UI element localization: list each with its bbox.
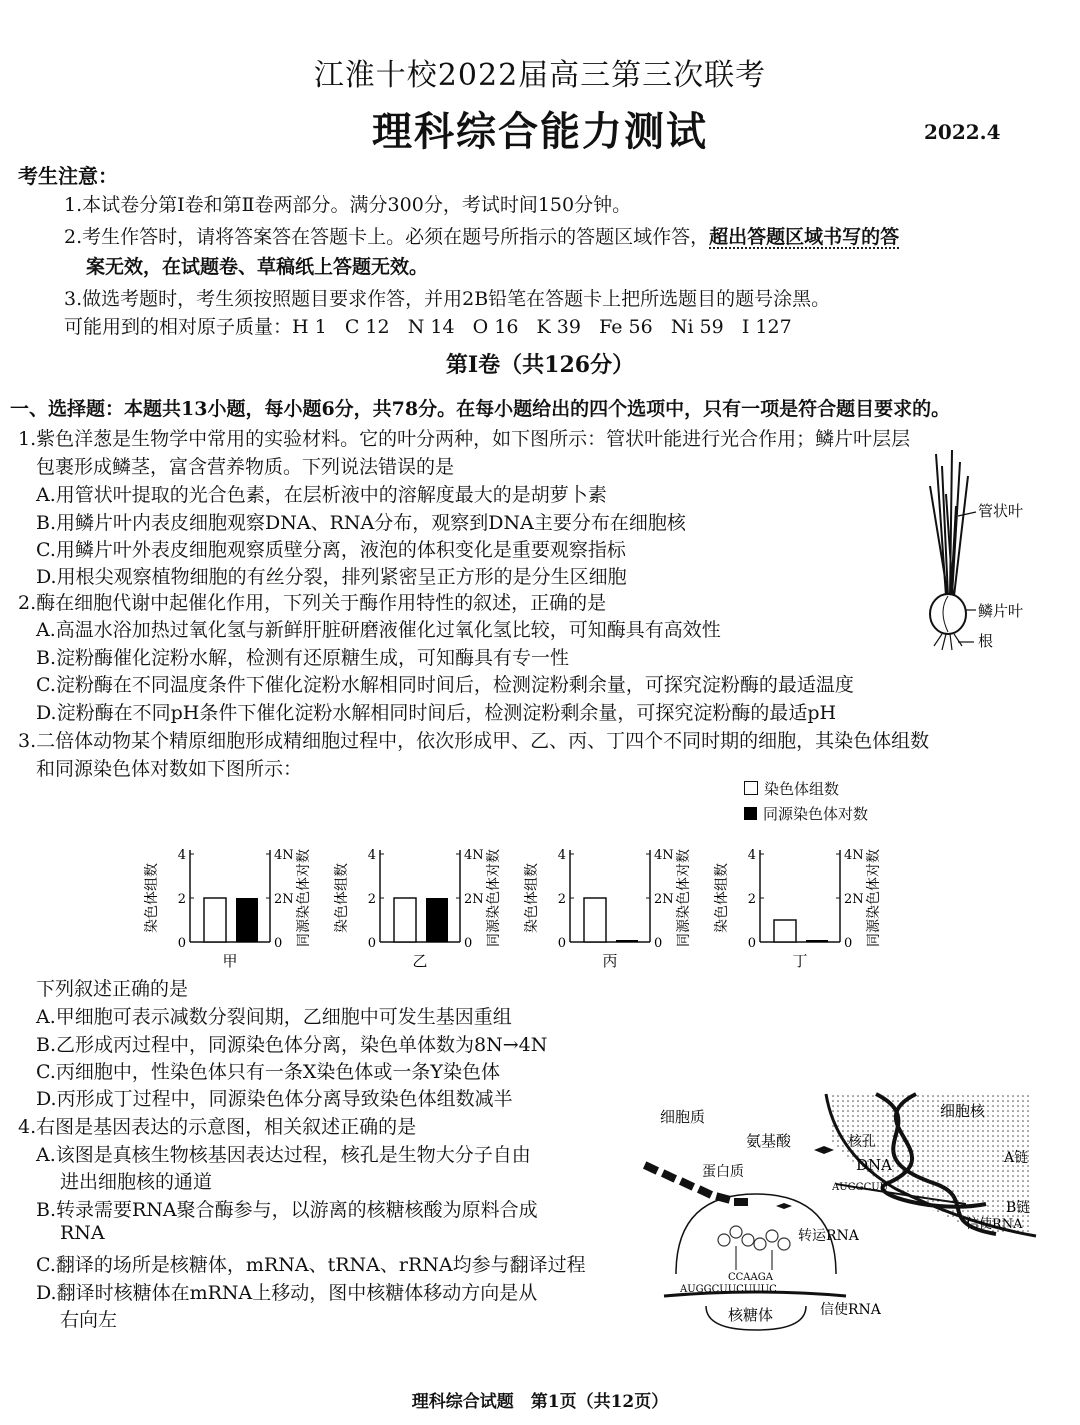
- trna-label: 转运RNA: [798, 1228, 859, 1244]
- y-axis-label-right: 同源染色体对数: [866, 849, 882, 947]
- nuclear-pore-label: 核孔: [848, 1134, 876, 1150]
- q3-stem-line1: 3.二倍体动物某个精原细胞形成精细胞过程中，依次形成甲、乙、丙、丁四个不同时期的细胞，其染色体组数: [18, 730, 930, 752]
- section-heading: 第Ⅰ卷（共126分）: [445, 352, 635, 378]
- amino-acid-label: 氨基酸: [746, 1132, 792, 1150]
- tick-label-left: 0: [747, 936, 756, 951]
- tick-label-right: 4N: [654, 848, 674, 863]
- tick-label-right: 2N: [654, 892, 674, 907]
- bulb-icon: [930, 594, 966, 634]
- exam-date: 2022.4: [924, 120, 1001, 144]
- y-axis-label-left: 染色体组数: [524, 863, 540, 933]
- q4-option-b-line1: B.转录需要RNA聚合酶参与，以游离的核糖核酸为原料合成: [36, 1199, 538, 1221]
- trna-icon: [718, 1226, 790, 1270]
- q1-stem-line2: 包裹形成鳞茎，富含营养物质。下列说法错误的是: [36, 456, 455, 478]
- dna-label: DNA: [856, 1156, 892, 1174]
- tick-label-left: 4: [557, 848, 566, 863]
- tick-label-left: 4: [747, 848, 756, 863]
- q4-option-d-line1: D.翻译时核糖体在mRNA上移动，图中核糖体移动方向是从: [36, 1282, 538, 1304]
- q3-option-a: A.甲细胞可表示减数分裂间期，乙细胞中可发生基因重组: [36, 1006, 512, 1028]
- tick-label-right: 4N: [464, 848, 484, 863]
- bar-homologous-pairs: [236, 898, 258, 942]
- bar-homologous-pairs: [426, 898, 448, 942]
- q2-option-d: D.淀粉酶在不同pH条件下催化淀粉水解相同时间后，检测淀粉剩余量，可探究淀粉酶的最适pH: [36, 702, 837, 724]
- q2-option-a: A.高温水浴加热过氧化氢与新鲜肝脏研磨液催化过氧化氢比较，可知酶具有高效性: [36, 619, 721, 641]
- legend-item-pairs: [744, 803, 868, 824]
- nucleus-label: 细胞核: [940, 1102, 986, 1120]
- section-intro: 一、选择题：本题共13小题，每小题6分，共78分。在每小题给出的四个选项中，只有一项是符合题目要求的。: [10, 398, 951, 420]
- tick-label-left: 2: [367, 892, 376, 907]
- bar-chromosome-groups: [774, 920, 796, 942]
- q3-question: 下列叙述正确的是: [36, 978, 189, 1000]
- bar-chromosome-groups: [394, 898, 416, 942]
- tick-label-left: 0: [367, 936, 376, 951]
- tick-label-right: 4N: [844, 848, 864, 863]
- protein-label: 蛋白质: [702, 1164, 744, 1180]
- category-label: 甲: [222, 952, 238, 970]
- q1-option-c: C.用鳞片叶外表皮细胞观察质壁分离，液泡的体积变化是重要观察指标: [36, 539, 626, 561]
- q3-option-b: B.乙形成丙过程中，同源染色体分离，染色单体数为8N→4N: [36, 1034, 548, 1056]
- q4-option-d-line2: 右向左: [60, 1309, 118, 1331]
- tick-label-right: 2N: [274, 892, 294, 907]
- tick-label-right: 0: [654, 936, 663, 951]
- mrna-label-bottom: 信使RNA: [820, 1302, 881, 1318]
- onion-figure: [908, 446, 1068, 656]
- exam-series-title: 江淮十校2022届高三第三次联考: [313, 58, 767, 93]
- page-footer: 理科综合试题 第1页（共12页）: [411, 1392, 669, 1412]
- scale-leaf-label: 鳞片叶: [978, 602, 1024, 620]
- tick-label-right: 0: [274, 936, 283, 951]
- q3-option-c: C.丙细胞中，性染色体只有一条X染色体或一条Y染色体: [36, 1061, 500, 1083]
- tick-label-right: 2N: [464, 892, 484, 907]
- notice-item-2-text: 2.考生作答时，请将答案答在答题卡上。必须在题号所指示的答题区域作答，: [64, 226, 710, 248]
- bar-chromosome-groups: [204, 898, 226, 942]
- tick-label-left: 2: [177, 892, 186, 907]
- q1-option-a: A.用管状叶提取的光合色素，在层析液中的溶解度最大的是胡萝卜素: [36, 484, 607, 506]
- q1-option-d: D.用根尖观察植物细胞的有丝分裂，排列紧密呈正方形的是分生区细胞: [36, 566, 627, 588]
- mrna-label-top: 信使RNA: [966, 1217, 1023, 1232]
- tick-label-right: 4N: [274, 848, 294, 863]
- q4-option-c: C.翻译的场所是核糖体，mRNA、tRNA、rRNA均参与翻译过程: [36, 1254, 586, 1276]
- bar-homologous-pairs: [806, 940, 828, 942]
- y-axis-label-left: 染色体组数: [714, 863, 730, 933]
- root-label: 根: [978, 632, 994, 650]
- bar-homologous-pairs: [616, 940, 638, 942]
- cytoplasm-label: 细胞质: [660, 1108, 706, 1126]
- gene-expression-figure: [636, 1084, 1076, 1344]
- notice-item-2-cont: 案无效，在试题卷、草稿纸上答题无效。: [86, 256, 429, 278]
- legend-item-groups: [744, 778, 868, 799]
- q3-option-d: D.丙形成丁过程中，同源染色体分离导致染色体组数减半: [36, 1088, 513, 1110]
- q3-stem-line2: 和同源染色体对数如下图所示：: [36, 758, 303, 780]
- mrna-seq-bottom: AUGGCUUCUUUC: [680, 1284, 777, 1295]
- tick-label-left: 4: [177, 848, 186, 863]
- trna-anticodon: CCAAGA: [728, 1272, 773, 1283]
- chain-a-label: A链: [1004, 1150, 1029, 1166]
- q4-stem: 4.右图是基因表达的示意图，相关叙述正确的是: [18, 1116, 417, 1138]
- q2-option-b: B.淀粉酶催化淀粉水解，检测有还原糖生成，可知酶具有专一性: [36, 647, 570, 669]
- category-label: 丁: [792, 952, 808, 970]
- amino-acid-icon: [814, 1146, 834, 1154]
- ribosome-label: 核糖体: [728, 1306, 774, 1324]
- tick-label-left: 0: [557, 936, 566, 951]
- y-axis-label-right: 同源染色体对数: [676, 849, 692, 947]
- y-axis-label-left: 染色体组数: [334, 863, 350, 933]
- q4-option-a-line2: 进出细胞核的通道: [60, 1171, 213, 1193]
- tubular-leaf-label: 管状叶: [978, 502, 1024, 520]
- q1-stem-line1: 1.紫色洋葱是生物学中常用的实验材料。它的叶分两种，如下图所示：管状叶能进行光合作用；鳞片叶层层: [18, 428, 911, 450]
- notice-item-3: 3.做选考题时，考生须按照题目要求作答，并用2B铅笔在答题卡上把所选题目的题号涂黑。: [64, 288, 831, 310]
- notice-item-2: [64, 222, 899, 249]
- chain-b-label: B链: [1006, 1200, 1031, 1216]
- amino-acid-icon-2: [776, 1203, 792, 1209]
- legend-label-pairs: 同源染色体对数: [763, 805, 869, 823]
- mrna-seq-top: AUGGCUU: [832, 1182, 889, 1193]
- notice-heading: 考生注意：: [18, 164, 118, 188]
- legend-label-groups: 染色体组数: [764, 780, 840, 798]
- q4-option-b-line2: RNA: [60, 1222, 105, 1244]
- tick-label-left: 2: [557, 892, 566, 907]
- q1-option-b: B.用鳞片叶内表皮细胞观察DNA、RNA分布，观察到DNA主要分布在细胞核: [36, 512, 686, 534]
- category-label: 乙: [412, 952, 428, 970]
- tick-label-left: 0: [177, 936, 186, 951]
- bar-chromosome-groups: [584, 898, 606, 942]
- tick-label-right: 0: [464, 936, 473, 951]
- y-axis-label-right: 同源染色体对数: [486, 849, 502, 947]
- tick-label-left: 2: [747, 892, 756, 907]
- tubular-leaves-icon: [930, 450, 968, 596]
- y-axis-label-right: 同源染色体对数: [296, 849, 312, 947]
- legend-swatch-white: [744, 781, 758, 795]
- exam-subject-title: 理科综合能力测试: [372, 108, 708, 155]
- y-axis-label-left: 染色体组数: [144, 863, 160, 933]
- category-label: 丙: [602, 952, 618, 970]
- tick-label-right: 2N: [844, 892, 864, 907]
- notice-item-1: 1.本试卷分第Ⅰ卷和第Ⅱ卷两部分。满分300分，考试时间150分钟。: [64, 194, 632, 216]
- q2-option-c: C.淀粉酶在不同温度条件下催化淀粉水解相同时间后，检测淀粉剩余量，可探究淀粉酶的最适温度: [36, 674, 854, 696]
- notice-item-2-emphasis: 超出答题区域书写的答: [709, 226, 900, 248]
- root-icon: [934, 634, 962, 650]
- chromosome-charts: [130, 822, 910, 972]
- q4-option-a-line1: A.该图是真核生物核基因表达过程，核孔是生物大分子自由: [36, 1144, 531, 1166]
- tick-label-left: 4: [367, 848, 376, 863]
- atomic-masses: 可能用到的相对原子质量：H 1 C 12 N 14 O 16 K 39 Fe 56 Ni 59 I 127: [64, 316, 792, 338]
- chart-legend: [744, 778, 868, 824]
- tick-label-right: 0: [844, 936, 853, 951]
- legend-swatch-black: [744, 807, 757, 820]
- q2-stem: 2.酶在细胞代谢中起催化作用，下列关于酶作用特性的叙述，正确的是: [18, 592, 607, 614]
